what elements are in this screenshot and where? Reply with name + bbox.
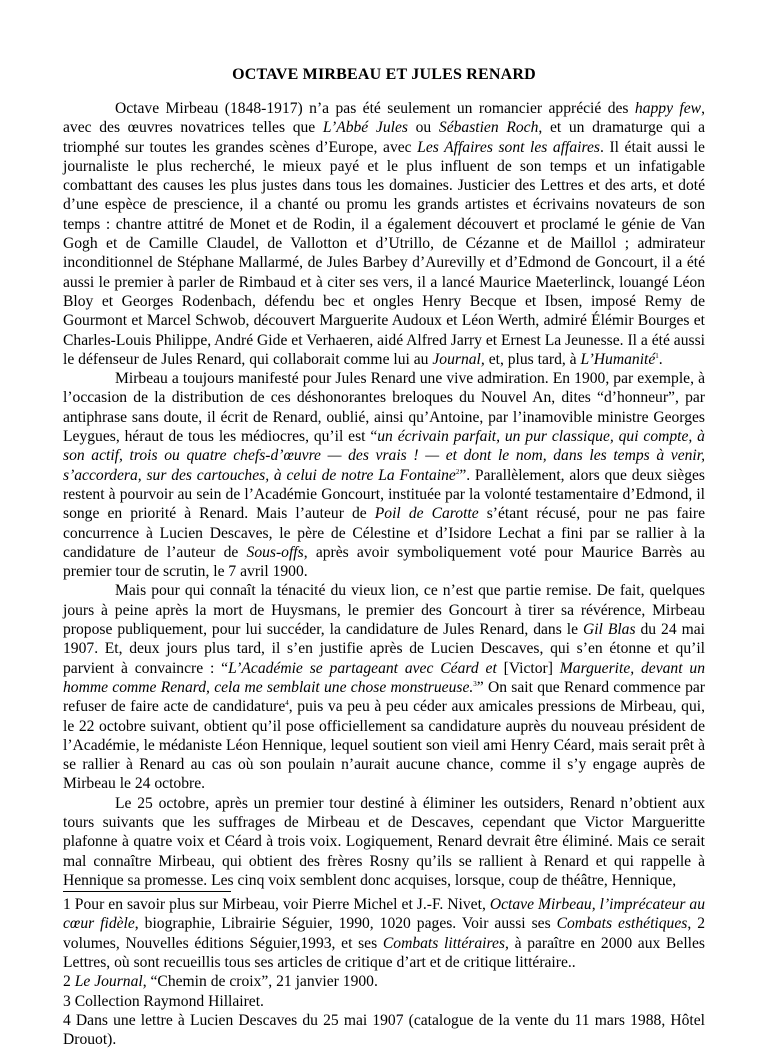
text-run: , “Chemin de croix”, 21 janvier 1900. — [142, 973, 378, 991]
paragraph-1 — [63, 99, 705, 369]
paragraph-3 — [63, 581, 705, 793]
text-run: ou — [407, 119, 439, 137]
text-run: s’étant récusé, pour ne pas faire concurrence à Lucien Descaves, le père de Célestine et d’Isidore Lechat a fini par se rallier à la candidature de l’auteur de — [63, 505, 705, 561]
work-title: Combats esthétiques — [556, 915, 688, 933]
footnote-ref-4[interactable]: 4 — [285, 699, 289, 708]
text-run: , puis va peu à peu céder aux amicales pressions de Mirbeau, qui, le 22 octobre suivant, obtient qu’il pose officiellement sa candidature auprès du nouveau président de l’Académie, le médaniste Léon Hennique, lequel soutient son vieil ami Henry Céard, mais serait prêt à se rallier à Renard au cas où son poulain n’aurait aucune chance, comme il s’y engage auprès de Mirbeau le 24 octobre. — [63, 698, 705, 793]
footnote-ref-1[interactable]: 1 — [655, 351, 659, 360]
work-title: L’Humanité — [580, 350, 656, 368]
quote-run: un écrivain parfait, un pur classique, qui compte, à son actif, trois ou quatre chefs-d’œuvre — des vrais ! — et dont le nom, dans les temps à venir, s’accordera, sur des cartouches, à celui de notre La Fontaine — [63, 428, 705, 484]
work-title: L’Abbé Jules — [322, 119, 408, 137]
text-run: , biographie, Librairie Séguier, 1990, 1020 pages. Voir aussi ses — [134, 915, 557, 933]
quote-run: Marguerite, devant un homme comme Renard, cela me semblait une chose monstrueuse. — [63, 659, 706, 696]
work-title: Les Affaires sont les affaires — [417, 138, 600, 156]
work-title: Sébastien Roch — [438, 119, 539, 137]
text-run: , et un dramaturge qui a triomphé sur toutes les grandes scènes d’Europe, avec — [63, 119, 706, 156]
work-title: Le Journal — [74, 973, 143, 991]
work-title: Octave Mirbeau, l’imprécateur au cœur fidèle — [63, 896, 705, 933]
footnote-ref-3[interactable]: 3 — [473, 679, 477, 688]
footnote-4: 4 Dans une lettre à Lucien Descaves du 25 mai 1907 (catalogue de la vente du 11 mars 1988, Hôtel Drouot). — [63, 1011, 705, 1049]
italic-run: happy few — [634, 100, 702, 117]
text-run: , 2 volumes, Nouvelles éditions Séguier,1993, et ses — [63, 915, 705, 952]
text-run: . — [658, 350, 663, 368]
paragraph-2 — [63, 369, 705, 581]
text-run: du 24 mai 1907. Et, deux jours plus tard, il s’en justifie après de Lucien Descaves, qui s’en étonne et qu’il parvient à convaincre : “ — [63, 621, 705, 677]
text-run: , après avoir symboliquement voté pour Maurice Barrès au premier tour de scrutin, le 7 avril 1900. — [63, 543, 705, 581]
text-run: , avec des œuvres novatrices telles que — [63, 100, 705, 137]
text-run: ”. Parallèlement, alors que deux sièges restent à pourvoir au sein de l’Académie Goncourt, instituée par la volonté testamentaire d’Edmond, il songe en priorité à Renard. Mais l’auteur de — [63, 466, 705, 523]
footnote-separator — [63, 891, 231, 892]
text-run: Mirbeau a toujours manifesté pour Jules Renard une vive admiration. En 1900, par exemple, à l’occasion de la distribution de ces déshonorantes breloques du Nouvel An, dites “d’honneur”, par antiphrase sans doute, il écrit de Renard, oublié, ainsi qu’Antoine, par l’inamovible ministre Georges Leygues, héraut de tous les médiocres, qu’il est “ — [63, 370, 705, 446]
footnote-2 — [63, 972, 705, 991]
text-run: 2 — [63, 973, 75, 991]
text-run: 1 Pour en savoir plus sur Mirbeau, voir Pierre Michel et J.-F. Nivet, — [63, 896, 490, 914]
text-run: , à paraître en 2000 aux Belles Lettres, où sont recueillis tous ses articles de critique d’art et de critique littéraire.. — [63, 934, 706, 972]
document-title: OCTAVE MIRBEAU ET JULES RENARD — [232, 66, 536, 83]
work-title: Sous-offs — [246, 543, 304, 561]
footnote-3: 3 Collection Raymond Hillairet. — [63, 992, 264, 1010]
text-run: [Victor] — [503, 659, 553, 677]
work-title: Gil Blas — [582, 621, 636, 639]
footnote-ref-2[interactable]: 2 — [455, 467, 460, 476]
paragraph-4: Le 25 octobre, après un premier tour destiné à éliminer les outsiders, Renard n’obtient aux tours suivants que les suffrages de Mirbeau et de Descaves, cependant que Victor Margueritte plafonne à quatre voix et Céard à trois voix. Logiquement, Renard devrait être éliminé. Mais ce serait mal connaître Mirbeau, qui obtient des frères Rosny qu’ils se rallient à Renard et qui rappelle à Hennique sa promesse. Les cinq voix semblent donc acquises, lorsque, coup de théâtre, Hennique, — [63, 794, 705, 889]
text-run: et, plus tard, à — [484, 350, 581, 368]
text-run: ” On sait que Renard commence par refuser de faire acte de candidature — [63, 678, 705, 716]
footnote-1 — [63, 895, 705, 972]
quote-run: L’Académie se partageant avec Céard et — [228, 659, 504, 677]
text-run: . Il était aussi le journaliste le plus recherché, le mieux payé et le plus influent de son temps et un infatigable combattant des causes les plus justes dans tous les domaines. Justicier des Lettres et des arts, et doté d’une espèce de prescience, il a chanté ou promu les grands artistes et écrivains novateurs de son temps : chantre attitré de Monet et de Rodin, il a également découvert et proclamé le génie de Van Gogh et de Camille Claudel, de Vallotton et d’Utrillo, de Cézanne et de Maillol ; admirateur inconditionnel de Stéphane Mallarmé, de Jules Barbey d’Aurevilly et d’Edmond de Goncourt, il a été aussi le premier à parler de Rimbaud et à citer ses vers, il a lancé Maurice Maeterlinck, louangé Léon Bloy et Georges Rodenbach, défendu bec et ongles Henry Becque et Ibsen, imposé Remy de Gourmont et Marcel Schwob, découvert Marguerite Audoux et Léon Werth, admiré Élémir Bourges et Charles-Louis Philippe, André Gide et Verhaeren, aidé Alfred Jarry et Ernest La Jeunesse. Il a été aussi le défenseur de Jules Renard, qui collaborait comme lui au — [63, 138, 705, 368]
work-title: Journal, — [432, 350, 485, 368]
text-run: Octave Mirbeau (1848-1917) n’a pas été seulement un romancier apprécié des — [115, 100, 635, 117]
work-title: Poil de Carotte — [374, 505, 479, 523]
work-title: Combats littéraires — [382, 934, 505, 952]
text-run: Mais pour qui connaît la ténacité du vieux lion, ce n’est que partie remise. De fait, quelques jours à peine après la mort de Huysmans, le premier des Goncourt à tirer sa révérence, Mirbeau propose publiquement, pour lui succéder, la candidature de Jules Renard, dans le — [63, 582, 705, 639]
